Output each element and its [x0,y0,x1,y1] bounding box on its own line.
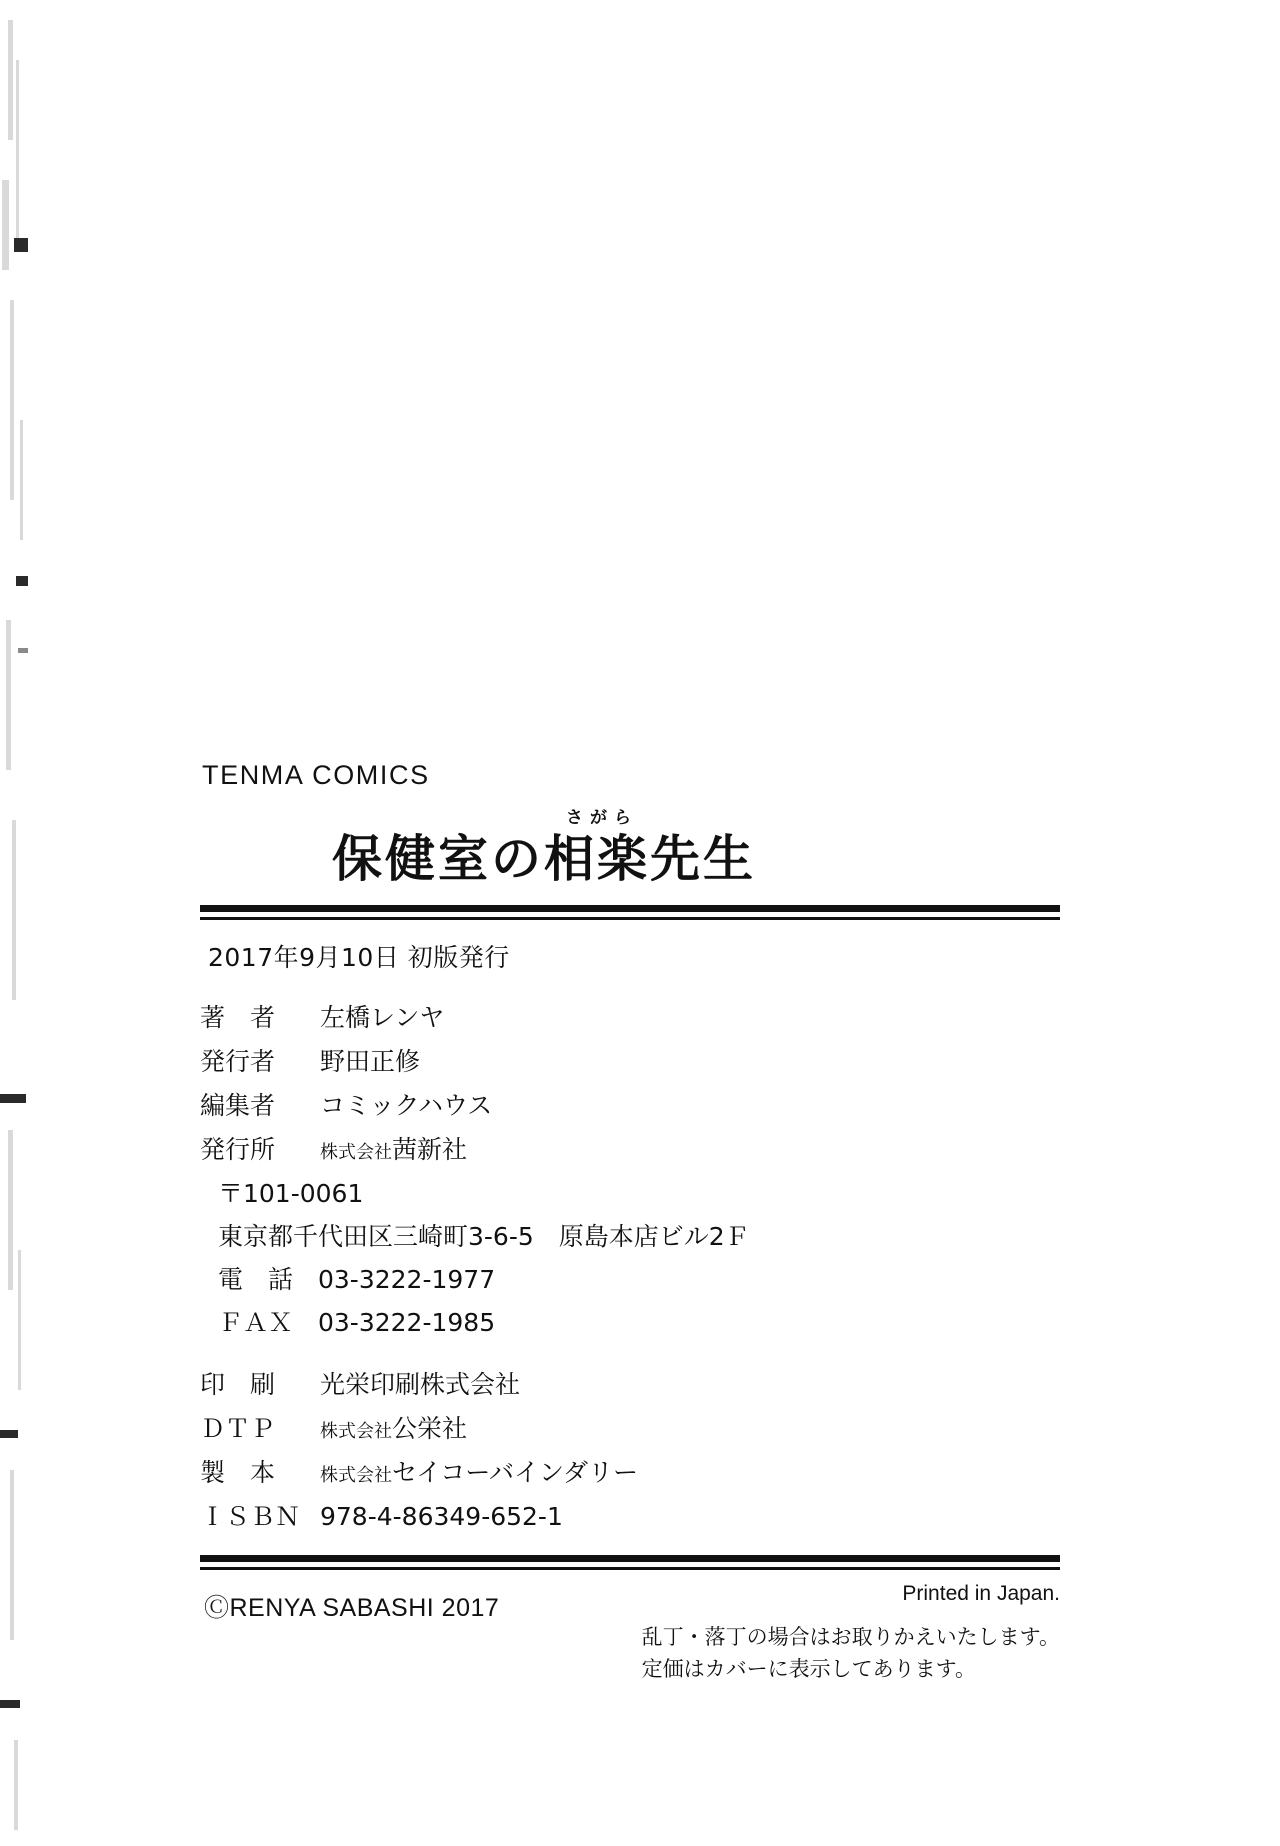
printed-in-japan: Printed in Japan. [902,1582,1060,1605]
title-ruby: さがら [566,808,638,828]
address-line: 東京都千代田区三崎町3-6-5 原島本店ビル2Ｆ [218,1222,750,1251]
scan-edge-artifacts [0,0,46,1846]
isbn-label: ＩＳＢＮ [200,1502,301,1531]
credit-row [200,998,1060,1034]
footer-notes [642,1622,1060,1685]
isbn-row [200,1497,1060,1533]
production-value-prefix: 株式会社 [320,1465,392,1486]
footer-note-line: 乱丁・落丁の場合はお取りかえいたします。 [641,1625,1060,1649]
production-label: 製 本 [200,1458,276,1487]
page-title: 保健室の相楽先生 [332,830,756,888]
production-value: セイコーバインダリー [392,1458,639,1487]
address-line: 〒101-0061 [218,1179,364,1208]
credits-list [200,998,1060,1339]
credit-row [200,1130,1060,1166]
credit-row [200,1042,1060,1078]
credit-value: コミックハウス [320,1091,493,1120]
colophon [200,760,1060,1708]
footer-note-line: 定価はカバーに表示してあります。 [641,1656,976,1681]
divider-bottom [200,1555,1060,1570]
publication-date: 2017年9月10日 初版発行 [208,943,510,972]
imprint-label: TENMA COMICS [202,760,430,790]
credit-label: 発行所 [200,1135,276,1164]
fax-line: ＦＡＸ 03-3222-1985 [218,1308,496,1337]
title-block [200,805,1060,888]
credit-value-prefix: 株式会社 [320,1142,392,1163]
production-row [200,1409,1060,1445]
copyright-notice: ⒸRENYA SABASHI 2017 [204,1594,500,1622]
publisher-address [218,1174,1060,1339]
divider-top [200,905,1060,920]
phone-line: 電 話 03-3222-1977 [218,1265,496,1294]
credit-label: 著 者 [200,1003,276,1032]
credit-value: 野田正修 [320,1047,421,1076]
credit-value: 茜新社 [392,1135,468,1164]
credit-label: 編集者 [200,1091,276,1120]
production-row [200,1453,1060,1489]
production-label: ＤＴＰ [200,1414,276,1443]
credit-value-wrap [320,1130,467,1166]
production-value-wrap [320,1453,638,1489]
production-value: 公栄社 [392,1414,468,1443]
credit-value: 左橋レンヤ [320,1003,445,1032]
production-value-prefix: 株式会社 [320,1421,392,1442]
isbn-value: 978-4-86349-652-1 [320,1502,563,1531]
production-row [200,1365,1060,1401]
production-list [200,1365,1060,1533]
footer [200,1582,1060,1708]
production-value-wrap [320,1409,467,1445]
credit-label: 発行者 [200,1047,276,1076]
production-label: 印 刷 [200,1370,276,1399]
credit-row [200,1086,1060,1122]
production-value: 光栄印刷株式会社 [320,1370,521,1399]
